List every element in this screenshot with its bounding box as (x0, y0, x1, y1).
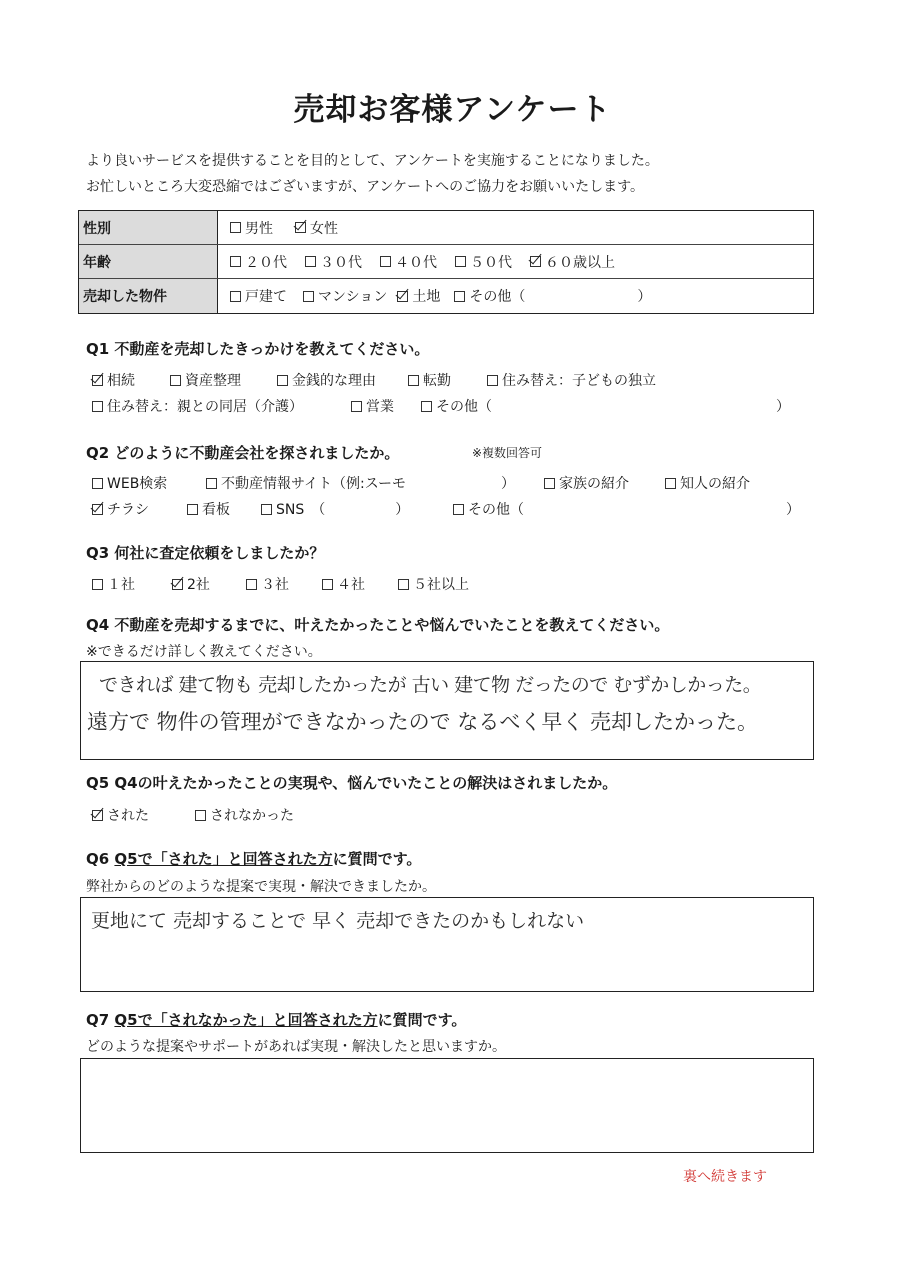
q2-title: Q2 どのように不動産会社を探されましたか。 (86, 444, 400, 462)
page-title: 売却お客様アンケート (293, 92, 612, 128)
checkbox-checked-icon[interactable] (92, 375, 103, 386)
checkbox-icon[interactable] (230, 256, 241, 267)
q7-sub: どのような提案やサポートがあれば実現・解決したと思いますか。 (86, 1039, 506, 1055)
q2-other-close: ） (786, 502, 800, 518)
property-label: 売却した物件 (79, 279, 218, 313)
checkbox-icon[interactable] (206, 478, 217, 489)
q4-answer-box[interactable] (80, 661, 814, 760)
age-option-60plus[interactable]: ６０歳以上 (530, 252, 615, 272)
checkbox-icon[interactable] (305, 256, 316, 267)
q4-title: Q4 不動産を売却するまでに、叶えたかったことや悩んでいたことを教えてください。 (86, 616, 670, 634)
q5-option-yes[interactable]: された (92, 805, 149, 825)
q4-answer-line-1: できれば 建て物も 売却したかったが 古い 建て物 だったので むずかしかった。 (99, 674, 762, 696)
gender-option-male[interactable]: 男性 (230, 218, 273, 238)
checkbox-icon[interactable] (455, 256, 466, 267)
checkbox-icon[interactable] (230, 291, 241, 302)
q6-title: Q6 Q5で「された」と回答された方に質問です。 (86, 850, 422, 868)
checkbox-icon[interactable] (544, 478, 555, 489)
q3-option-5plus[interactable]: ５社以上 (398, 574, 469, 594)
checkbox-icon[interactable] (303, 291, 314, 302)
checkbox-icon[interactable] (92, 478, 103, 489)
checkbox-icon[interactable] (170, 375, 181, 386)
age-option-20s[interactable]: ２０代 (230, 252, 287, 272)
gender-row (79, 211, 813, 245)
q6-answer: 更地にて 売却することで 早く 売却できたのかもしれない (91, 910, 585, 932)
property-option-mansion[interactable]: マンション (303, 286, 387, 306)
q6-sub: 弊社からのどのような提案で実現・解決できましたか。 (86, 879, 436, 895)
checkbox-icon[interactable] (187, 504, 198, 515)
checkbox-icon[interactable] (351, 401, 362, 412)
checkbox-icon[interactable] (92, 579, 103, 590)
checkbox-icon[interactable] (487, 375, 498, 386)
q1-option-asset[interactable]: 資産整理 (170, 370, 241, 390)
q2-option-family[interactable]: 家族の紹介 (544, 473, 629, 493)
q2-option-flyer[interactable]: チラシ (92, 499, 149, 519)
checkbox-icon[interactable] (195, 810, 206, 821)
property-option-house[interactable]: 戸建て (230, 286, 287, 306)
checkbox-checked-icon[interactable] (92, 810, 103, 821)
checkbox-icon[interactable] (246, 579, 257, 590)
checkbox-icon[interactable] (421, 401, 432, 412)
q2-option-sns[interactable]: SNS （ ） (261, 499, 409, 519)
gender-label: 性別 (79, 211, 218, 244)
checkbox-icon[interactable] (380, 256, 391, 267)
property-options (218, 279, 651, 313)
checkbox-checked-icon[interactable] (530, 256, 541, 267)
q1-other-close: ） (776, 399, 790, 415)
q6-answer-box[interactable] (80, 897, 814, 992)
age-options (218, 245, 615, 278)
q2-option-signboard[interactable]: 看板 (187, 499, 230, 519)
age-option-50s[interactable]: ５０代 (455, 252, 512, 272)
respondent-info-table (78, 210, 814, 314)
q1-option-move-parent[interactable]: 住み替え：親との同居（介護） (92, 396, 303, 416)
checkbox-icon[interactable] (454, 291, 465, 302)
q1-option-sales[interactable]: 営業 (351, 396, 394, 416)
checkbox-icon[interactable] (230, 222, 241, 233)
q2-option-portal[interactable]: 不動産情報サイト（例:スーモ (206, 473, 406, 493)
checkbox-checked-icon[interactable] (397, 291, 408, 302)
q4-answer-line-2: 遠方で 物件の管理ができなかったので なるべく早く 売却したかった。 (87, 710, 759, 734)
checkbox-icon[interactable] (398, 579, 409, 590)
checkbox-icon[interactable] (261, 504, 272, 515)
checkbox-icon[interactable] (453, 504, 464, 515)
q3-option-2[interactable]: 2社 (172, 574, 210, 594)
q2-option-web[interactable]: WEB検索 (92, 473, 167, 493)
q2-option-other[interactable]: その他（ (453, 499, 524, 519)
q1-option-inheritance[interactable]: 相続 (92, 370, 135, 390)
property-option-other[interactable]: その他（ ） (454, 286, 651, 306)
continued-note: 裏へ続きます (683, 1169, 767, 1185)
q3-option-3[interactable]: ３社 (246, 574, 289, 594)
checkbox-icon[interactable] (665, 478, 676, 489)
gender-options (218, 211, 338, 244)
intro-line-2: お忙しいところ大変恐縮ではございますが、アンケートへのご協力をお願いいたします。 (86, 179, 645, 195)
intro-line-1: より良いサービスを提供することを目的として、アンケートを実施することになりました。 (86, 153, 659, 169)
q7-title: Q7 Q5で「されなかった」と回答された方に質問です。 (86, 1011, 467, 1029)
q5-title: Q5 Q4の叶えたかったことの実現や、悩んでいたことの解決はされましたか。 (86, 774, 618, 792)
checkbox-icon[interactable] (92, 401, 103, 412)
property-row (79, 279, 813, 313)
q1-option-move-child[interactable]: 住み替え：子どもの独立 (487, 370, 656, 390)
q3-option-4[interactable]: ４社 (322, 574, 365, 594)
checkbox-icon[interactable] (277, 375, 288, 386)
age-option-40s[interactable]: ４０代 (380, 252, 437, 272)
property-option-land[interactable]: 土地 (397, 286, 440, 306)
q7-answer-box[interactable] (80, 1058, 814, 1153)
gender-option-female[interactable]: 女性 (295, 218, 338, 238)
q3-option-1[interactable]: １社 (92, 574, 135, 594)
checkbox-checked-icon[interactable] (172, 579, 183, 590)
q5-option-no[interactable]: されなかった (195, 805, 294, 825)
age-label: 年齢 (79, 245, 218, 278)
q1-option-money[interactable]: 金銭的な理由 (277, 370, 376, 390)
q2-option-friend[interactable]: 知人の紹介 (665, 473, 750, 493)
q1-option-transfer[interactable]: 転勤 (408, 370, 451, 390)
q1-title: Q1 不動産を売却したきっかけを教えてください。 (86, 340, 430, 358)
q4-note: ※できるだけ詳しく教えてください。 (86, 644, 322, 660)
q2-note: ※複数回答可 (472, 446, 543, 460)
age-option-30s[interactable]: ３０代 (305, 252, 362, 272)
checkbox-icon[interactable] (322, 579, 333, 590)
checkbox-icon[interactable] (408, 375, 419, 386)
q1-option-other[interactable]: その他（ (421, 396, 492, 416)
checkbox-checked-icon[interactable] (92, 504, 103, 515)
q2-portal-close: ） (501, 476, 515, 492)
q3-title: Q3 何社に査定依頼をしましたか？ (86, 544, 325, 562)
age-row (79, 245, 813, 279)
checkbox-checked-icon[interactable] (295, 222, 306, 233)
